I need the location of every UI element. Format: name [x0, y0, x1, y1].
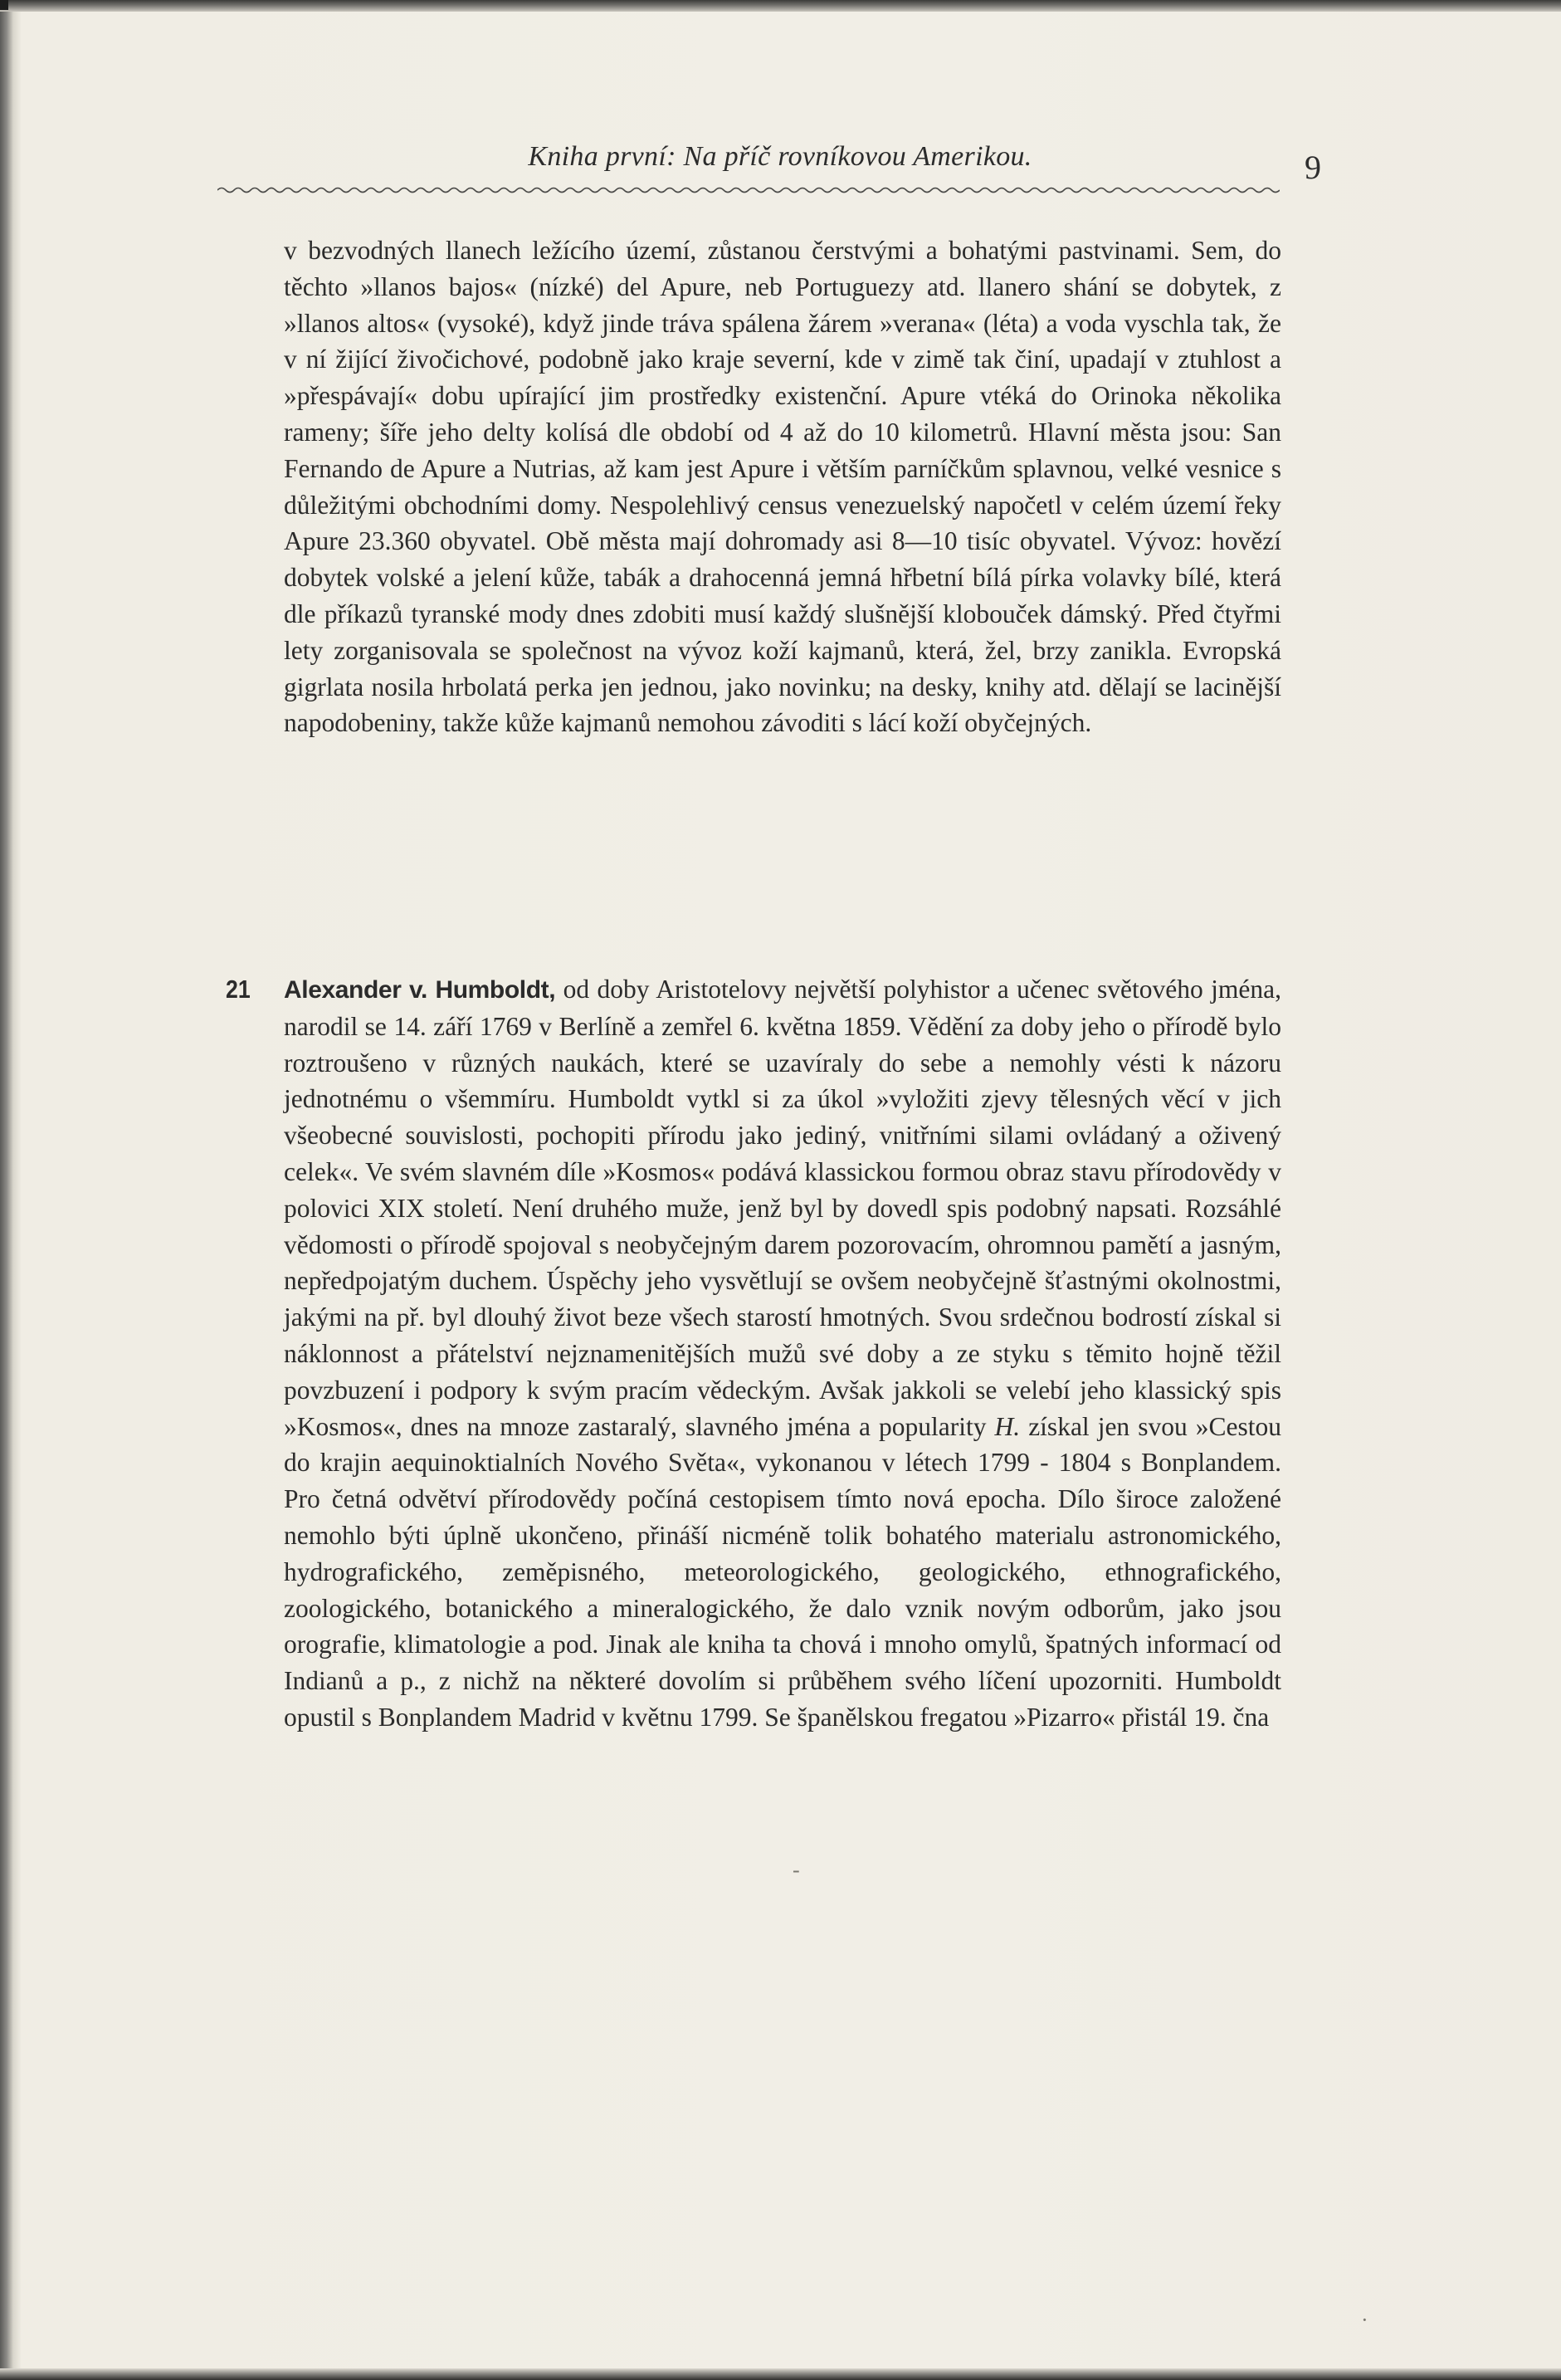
- note-text-part-2: získal jen svou »Cestou do krajin aequinoktialních Nového Světa«, vykonanou v létech 1799 - 1804 s Bonplandem. Pro četná odvětví přírodovědy počíná cestopisem tímto nová epocha. Dílo široce založené nemohlo býti úplně ukončeno, přináší nicméně tolik bohatého materialu astronomického, hydrografického, zeměpisného, meteorologického, geologického, ethnografického, zoologického, botanického a mineralogického, že dalo vznik novým odborům, jako jsou orografie, klimatologie a pod. Jinak ale kniha ta chová i mnoho omylů, špatných informací od Indianů a p., z nichž na některé dovolím si průběhem svého líčení upozorniti. Humboldt opustil s Bonplandem Madrid v květnu 1799. Se španělskou fregatou »Pizarro« přistál 19. čna: [284, 1411, 1282, 1732]
- note-lemma: Alexander v. Humboldt,: [284, 976, 556, 1004]
- paragraph-continued: v bezvodných llanech ležícího území, zůstanou čerstvými a bohatými pastvinami. Sem, do těchto »llanos bajos« (nízké) del Apure, neb Portuguezy atd. llanero shání se dobytek, z »llanos altos« (vysoké), když jinde tráva spálena žárem »verana« (léta) a voda vyschla tak, že v ní žijící živočichové, podobně jako kraje severní, kde v zimě tak činí, upadají v ztuhlost a »přespávají« dobu upírající jim prostředky existenční. Apure vtéká do Orinoka několika rameny; šíře jeho delty kolísá dle období od 4 až do 10 kilometrů. Hlavní města jsou: San Fernando de Apure a Nutrias, až kam jest Apure i větším parníčkům splavnou, velké vesnice s důležitými obchodními domy. Nespolehlivý census venezuelský napočetl v celém území řeky Apure 23.360 obyvatel. Obě města mají dohromady asi 8—10 tisíc obyvatel. Vývoz: hovězí dobytek volské a jelení kůže, tabák a drahocenná jemná hřbetní bílá pírka volavky bílé, která dle příkazů tyranské mody dnes zdobiti musí každý slušnější klobouček dámský. Před čtyřmi lety zorganisovala se společnost na vývoz koží kajmanů, která, žel, brzy zanikla. Evropská gigrlata nosila hrbolatá perka jen jednou, jako novinku; na desky, knihy atd. dělají se lacinější napodobeniny, takže kůže kajmanů nemohou závoditi s lácí koží obyčejných.: [284, 236, 1281, 738]
- note-italic-abbreviation: H.: [994, 1411, 1021, 1441]
- page-number: 9: [1305, 149, 1321, 186]
- page-header: [282, 125, 1278, 174]
- running-head: Kniha první: Na příč rovníkovou Amerikou.: [528, 141, 1032, 172]
- print-speck-corner: ·: [1361, 2308, 1368, 2332]
- scan-corner-mark: [0, 0, 8, 10]
- note-number: 21: [226, 975, 251, 1004]
- print-speck: -: [793, 1858, 800, 1882]
- wavy-rule-line: [217, 188, 1280, 193]
- note-text-part-1: od doby Aristotelovy největší polyhistor a učenec světového jména, narodil se 14. září 1769 v Berlíně a zemřel 6. května 1859. Vědění za doby jeho o přírodě bylo roztroušeno v různých naukách, které se uzavíraly do sebe a nemohly vésti k názoru jednotnému o všemmíru. Humboldt vytkl si za úkol »vyložiti zjevy tělesných věcí v jich všeobecné souvislosti, pochopiti přírodu jako jediný, vnitřními silami ovládaný a oživený celek«. Ve svém slavném díle »Kosmos« podává klassickou formou obraz stavu přírodovědy v polovici XIX století. Není druhého muže, jenž byl by dovedl spis podobný napsati. Rozsáhlé vědomosti o přírodě spojoval s neobyčejným darem pozorovacím, ohromnou pamětí a jasným, nepředpojatým duchem. Úspěchy jeho vysvětlují se ovšem neobyčejně šťastnými okolnostmi, jakými na př. byl dlouhý život beze všech starostí hmotných. Svou srdečnou bodrostí získal si náklonnost a přátelství nejznamenitějších mužů své doby a ze styku s těmito hojně těžil povzbuzení i podpory k svým pracím vědeckým. Avšak jakkoli se velebí jeho klassický spis »Kosmos«, dnes na mnoze zastaralý, slavného jména a popularity: [284, 975, 1282, 1441]
- scan-bottom-edge: [0, 2368, 1561, 2380]
- header-wavy-rule: [217, 184, 1280, 196]
- note-humboldt: [284, 971, 1281, 1736]
- scan-top-edge: [0, 0, 1561, 12]
